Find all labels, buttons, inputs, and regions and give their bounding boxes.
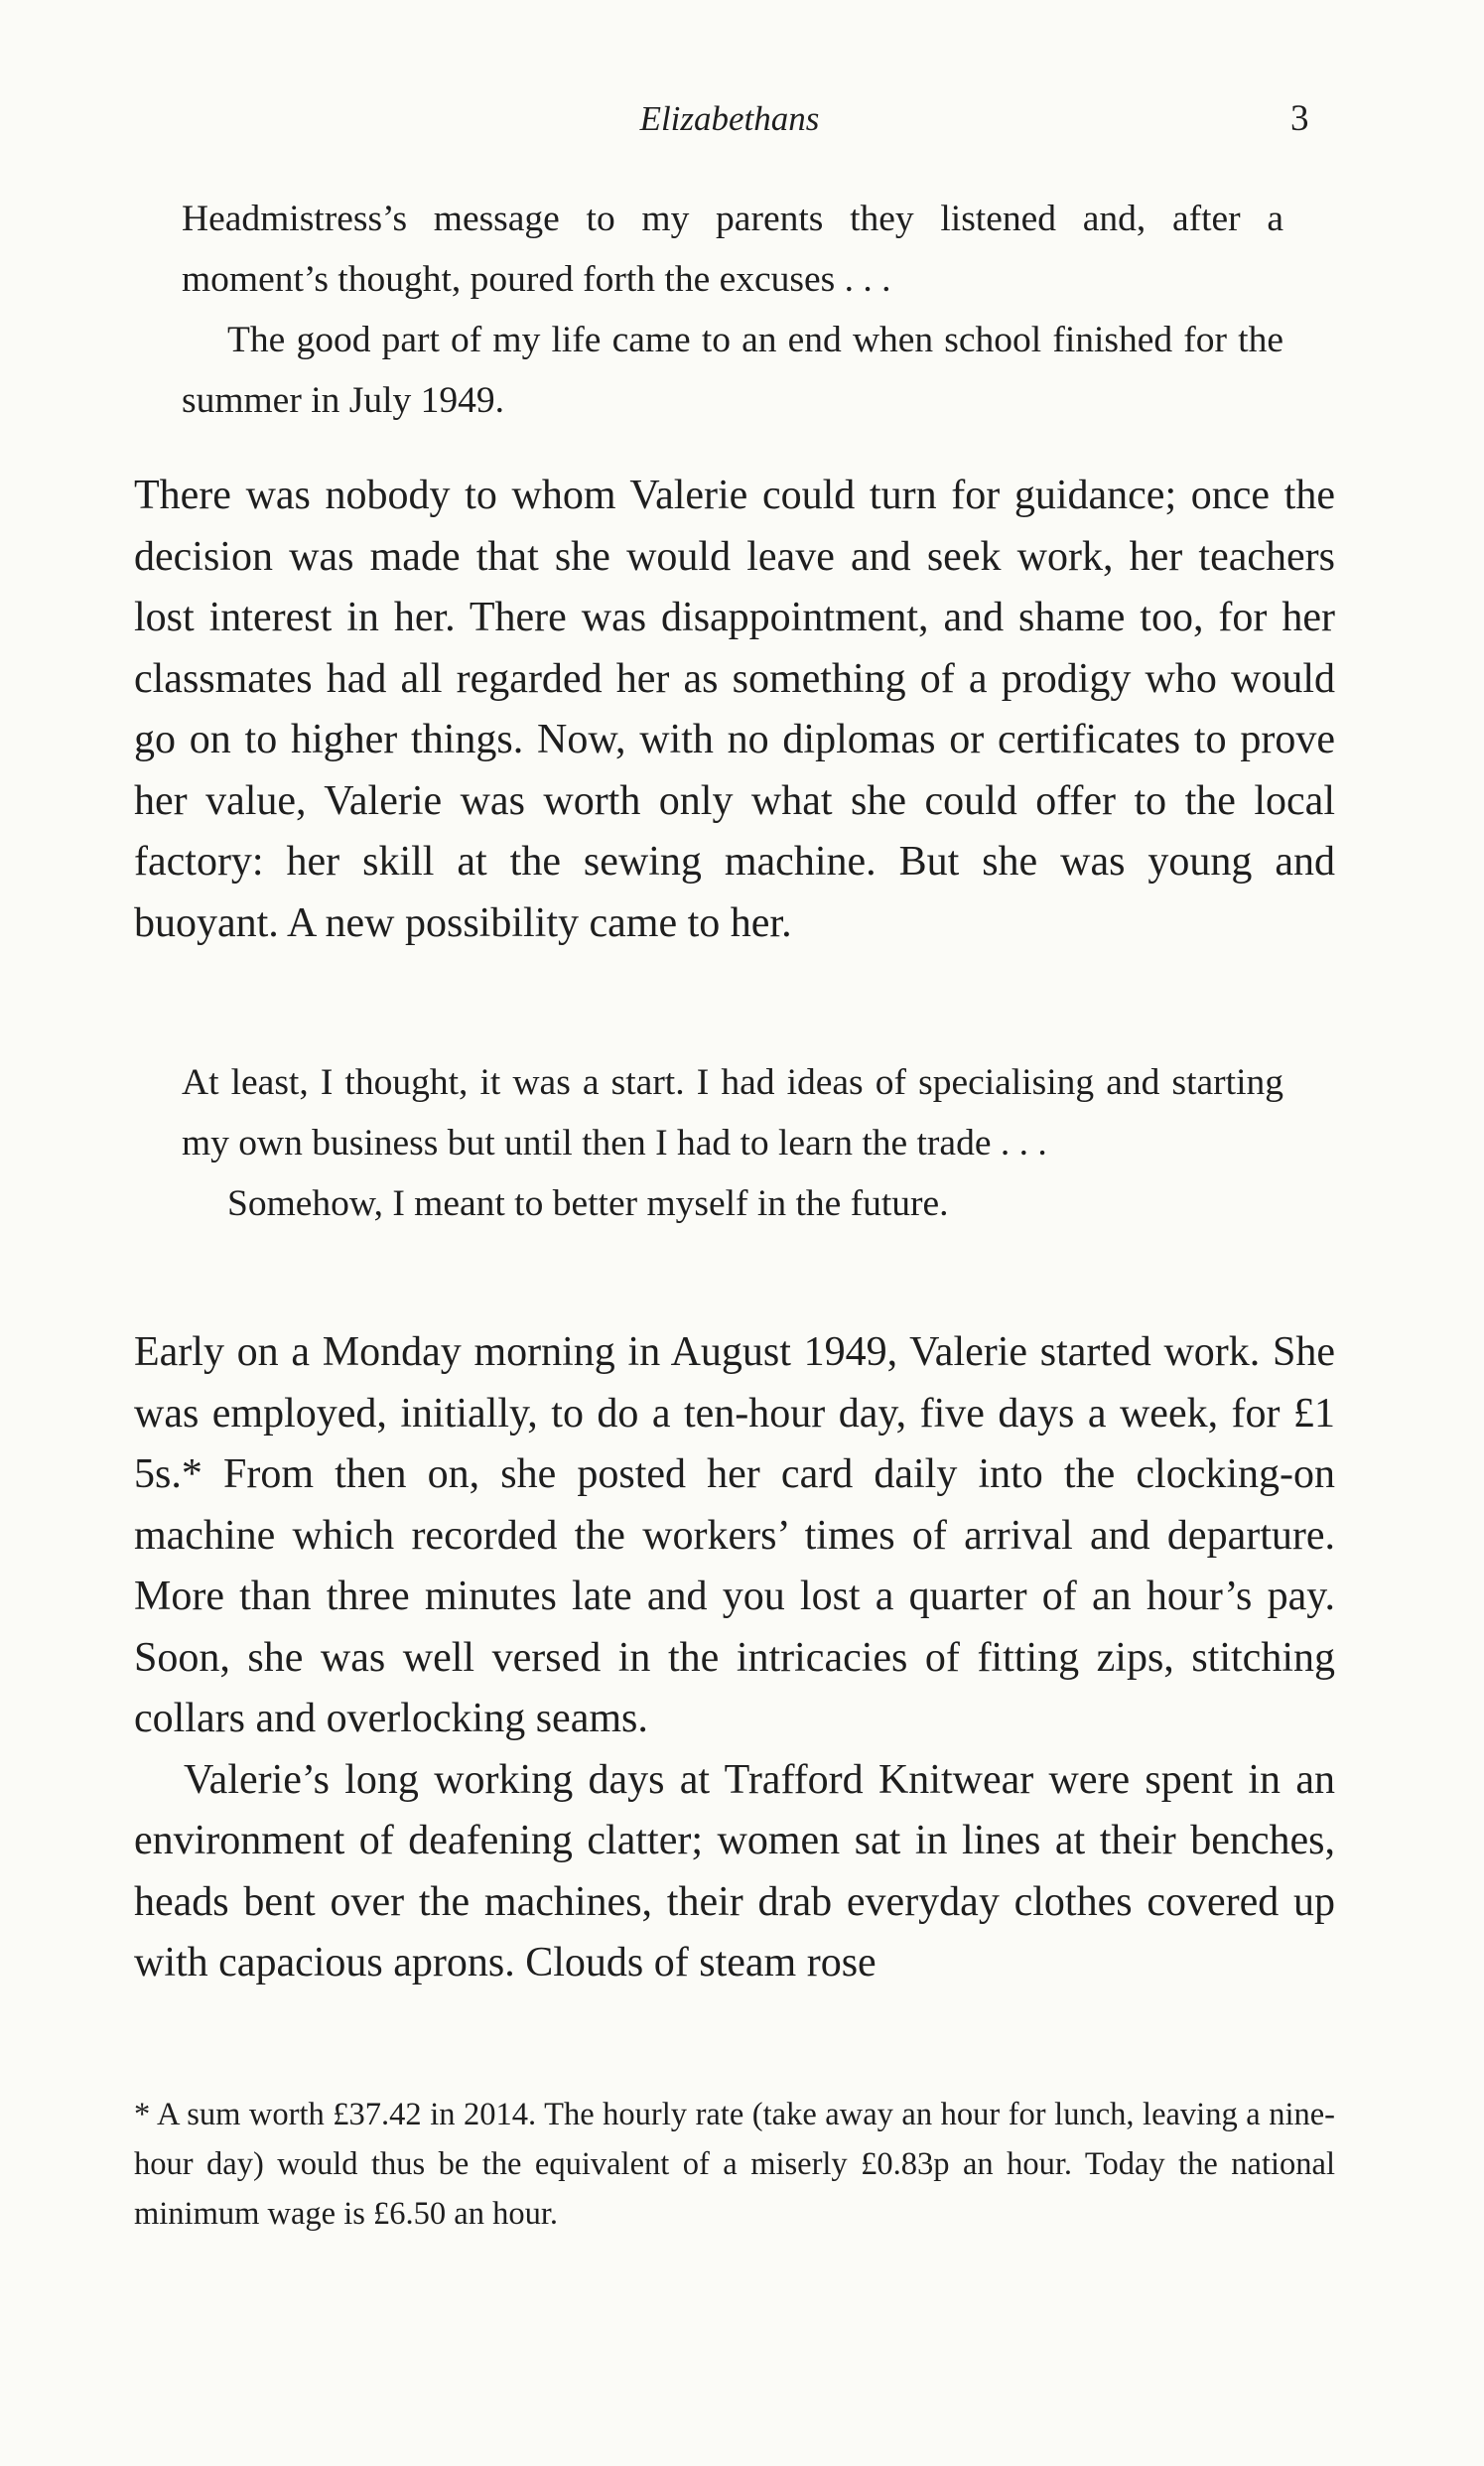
running-title: Elizabethans: [639, 99, 820, 138]
quote-paragraph: The good part of my life came to an end when school finished for the summer in July 1949.: [182, 320, 1283, 421]
body-paragraph: There was nobody to whom Valerie could turn for guidance; once the decision was made that she would leave and seek work, her teachers lost interest in her. There was disappointment, and shame too, for her classmates had all regarded her as something of a prodigy who would go on to higher things. Now, with no diplomas or certificates to prove her value, Valerie was worth only what she could offer to the local factory: her skill at the sewing machine. But she was young and buoyant. A new possibility came to her.: [134, 473, 1335, 946]
footnote-text: * A sum worth £37.42 in 2014. The hourly rate (take away an hour for lunch, leaving a nine-hour day) would thus be the equivalent of a miserly £0.83p an hour. Today the national minimum wage is £6.50 an hour.: [134, 2097, 1335, 2232]
quoted-passage: [182, 189, 1283, 431]
body-text: [134, 1322, 1335, 1994]
quote-paragraph: At least, I thought, it was a start. I had ideas of specialising and starting my own business but until then I had to learn the trade . . .: [182, 1062, 1283, 1164]
quoted-passage: [182, 1052, 1283, 1234]
quote-paragraph: Headmistress’s message to my parents they listened and, after a moment’s thought, poured forth the excuses . . .: [182, 199, 1283, 300]
body-paragraph: Early on a Monday morning in August 1949, Valerie started work. She was employed, initially, to do a ten-hour day, five days a week, for £1 5s.* From then on, she posted her card daily into the clocking-on machine which recorded the workers’ times of arrival and departure. More than three minutes late and you lost a quarter of an hour’s pay. Soon, she was well versed in the intricacies of fitting zips, stitching collars and overlocking seams.: [134, 1329, 1335, 1741]
body-paragraph: Valerie’s long working days at Trafford Knitwear were spent in an environment of deafening clatter; women sat in lines at their benches, heads bent over the machines, their drab everyday clothes covered up with capacious aprons. Clouds of steam rose: [134, 1756, 1335, 1986]
body-text: [134, 466, 1335, 954]
running-head: [0, 94, 1484, 144]
quote-paragraph: Somehow, I meant to better myself in the future.: [227, 1183, 949, 1224]
page-number: 3: [1290, 98, 1309, 139]
footnote: [134, 2090, 1335, 2239]
